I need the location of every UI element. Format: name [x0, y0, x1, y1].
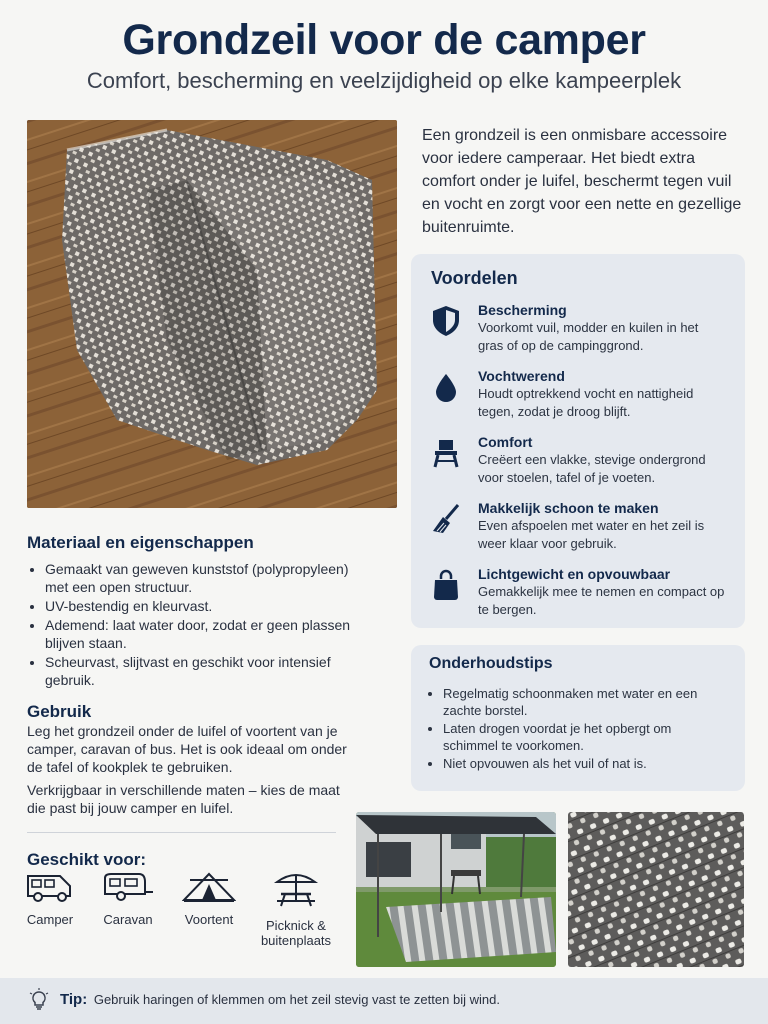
benefit-item: [431, 367, 725, 421]
list-item: • Laten drogen voordat je het opbergt om schimmel te voorkomen.: [443, 720, 727, 754]
suitable-caravan: [98, 870, 158, 927]
suitable-label: Caravan: [103, 912, 153, 927]
folded-groundsheet-photo: [27, 120, 397, 508]
gebruik-title: Gebruik: [27, 702, 92, 721]
benefit-item: [431, 301, 725, 355]
gebruik-availability-text: Verkrijgbaar in verschillende maten – kies de maat die past bij jouw camper en luifel.: [27, 782, 340, 816]
picnic-table-icon: [253, 870, 339, 910]
camper-awning-photo: [356, 812, 556, 967]
tip-content: [60, 991, 500, 1008]
benefit-item: [431, 433, 725, 487]
benefit-text: Gemakkelijk mee te nemen en compact op te bergen.: [478, 584, 725, 617]
tip-text: Gebruik haringen of klemmen om het zeil stevig vast te zetten bij wind.: [93, 992, 500, 1007]
benefit-title: Lichtgewicht en opvouwbaar: [478, 566, 671, 582]
weave-closeup-photo: [568, 812, 744, 967]
benefit-text: Creëert een vlakke, stevige ondergrond voor stoelen, tafel of je voeten.: [478, 452, 706, 485]
benefit-text: Even afspoelen met water en het zeil is weer klaar voor gebruik.: [478, 518, 705, 551]
page-title: Grondzeil voor de camper: [122, 16, 646, 64]
benefit-title: Comfort: [478, 434, 533, 450]
benefit-title: Vochtwerend: [478, 368, 565, 384]
list-item: • Niet opvouwen als het vuil of nat is.: [443, 755, 727, 772]
benefit-title: Makkelijk schoon te maken: [478, 500, 659, 516]
divider: [27, 832, 336, 833]
suitable-label: Voortent: [184, 912, 234, 927]
list-item: • Gemaakt van geweven kunststof (polypropyleen) met een open structuur.: [45, 560, 357, 596]
suitable-label: Camper: [26, 912, 74, 927]
suitable-voortent: [176, 870, 242, 927]
tent-icon: [176, 870, 242, 904]
tip-label: Tip:: [60, 991, 88, 1008]
camper-icon: [22, 870, 78, 904]
onderhoud-panel: [411, 645, 745, 791]
suitable-label: Picknick & buitenplaats: [260, 918, 332, 948]
voordelen-title: Voordelen: [431, 268, 518, 288]
geschikt-title: Geschikt voor:: [27, 850, 147, 869]
tip-bar: [0, 978, 768, 1024]
water-drop-icon: [431, 371, 461, 403]
list-item: • Scheurvast, slijtvast en geschikt voor intensief gebruik.: [45, 653, 357, 689]
benefit-title: Bescherming: [478, 302, 567, 318]
materiaal-list: [27, 560, 357, 690]
voordelen-panel: [411, 254, 745, 628]
suitable-camper: [22, 870, 78, 927]
suitable-picknick: [253, 870, 339, 948]
gebruik-text: Leg het grondzeil onder de luifel of voortent van je camper, caravan of bus. Het is ook ideaal om onder de tafel of kookplek te gebruiken.: [27, 723, 347, 775]
list-item: • Ademend: laat water door, zodat er geen plassen blijven staan.: [45, 616, 357, 652]
list-item: • Regelmatig schoonmaken met water en een zachte borstel.: [443, 685, 727, 719]
benefit-text: Houdt optrekkend vocht en nattigheid tegen, zodat je droog blijft.: [478, 386, 694, 419]
intro-text: Een grondzeil is een onmisbare accessoire voor iedere camperaar. Het biedt extra comfort onder je luifel, beschermt tegen vuil en vocht en zorgt voor een nette en gezellige buitenruimte.: [422, 127, 742, 236]
benefit-item: [431, 565, 725, 619]
onderhoud-list: [429, 685, 727, 772]
chair-icon: [431, 437, 461, 469]
list-item: • UV-bestendig en kleurvast.: [45, 597, 357, 615]
onderhoud-title: Onderhoudstips: [429, 655, 553, 672]
benefit-text: Voorkomt vuil, modder en kuilen in het gras of op de campinggrond.: [478, 320, 699, 353]
page-subtitle: Comfort, bescherming en veelzijdigheid op elke kampeerplek: [86, 68, 682, 93]
bag-icon: [431, 569, 461, 601]
caravan-icon: [98, 870, 158, 904]
benefit-item: [431, 499, 725, 553]
lightbulb-icon: [28, 988, 50, 1017]
shield-icon: [431, 305, 461, 337]
materiaal-title: Materiaal en eigenschappen: [27, 533, 254, 552]
broom-icon: [431, 503, 461, 535]
